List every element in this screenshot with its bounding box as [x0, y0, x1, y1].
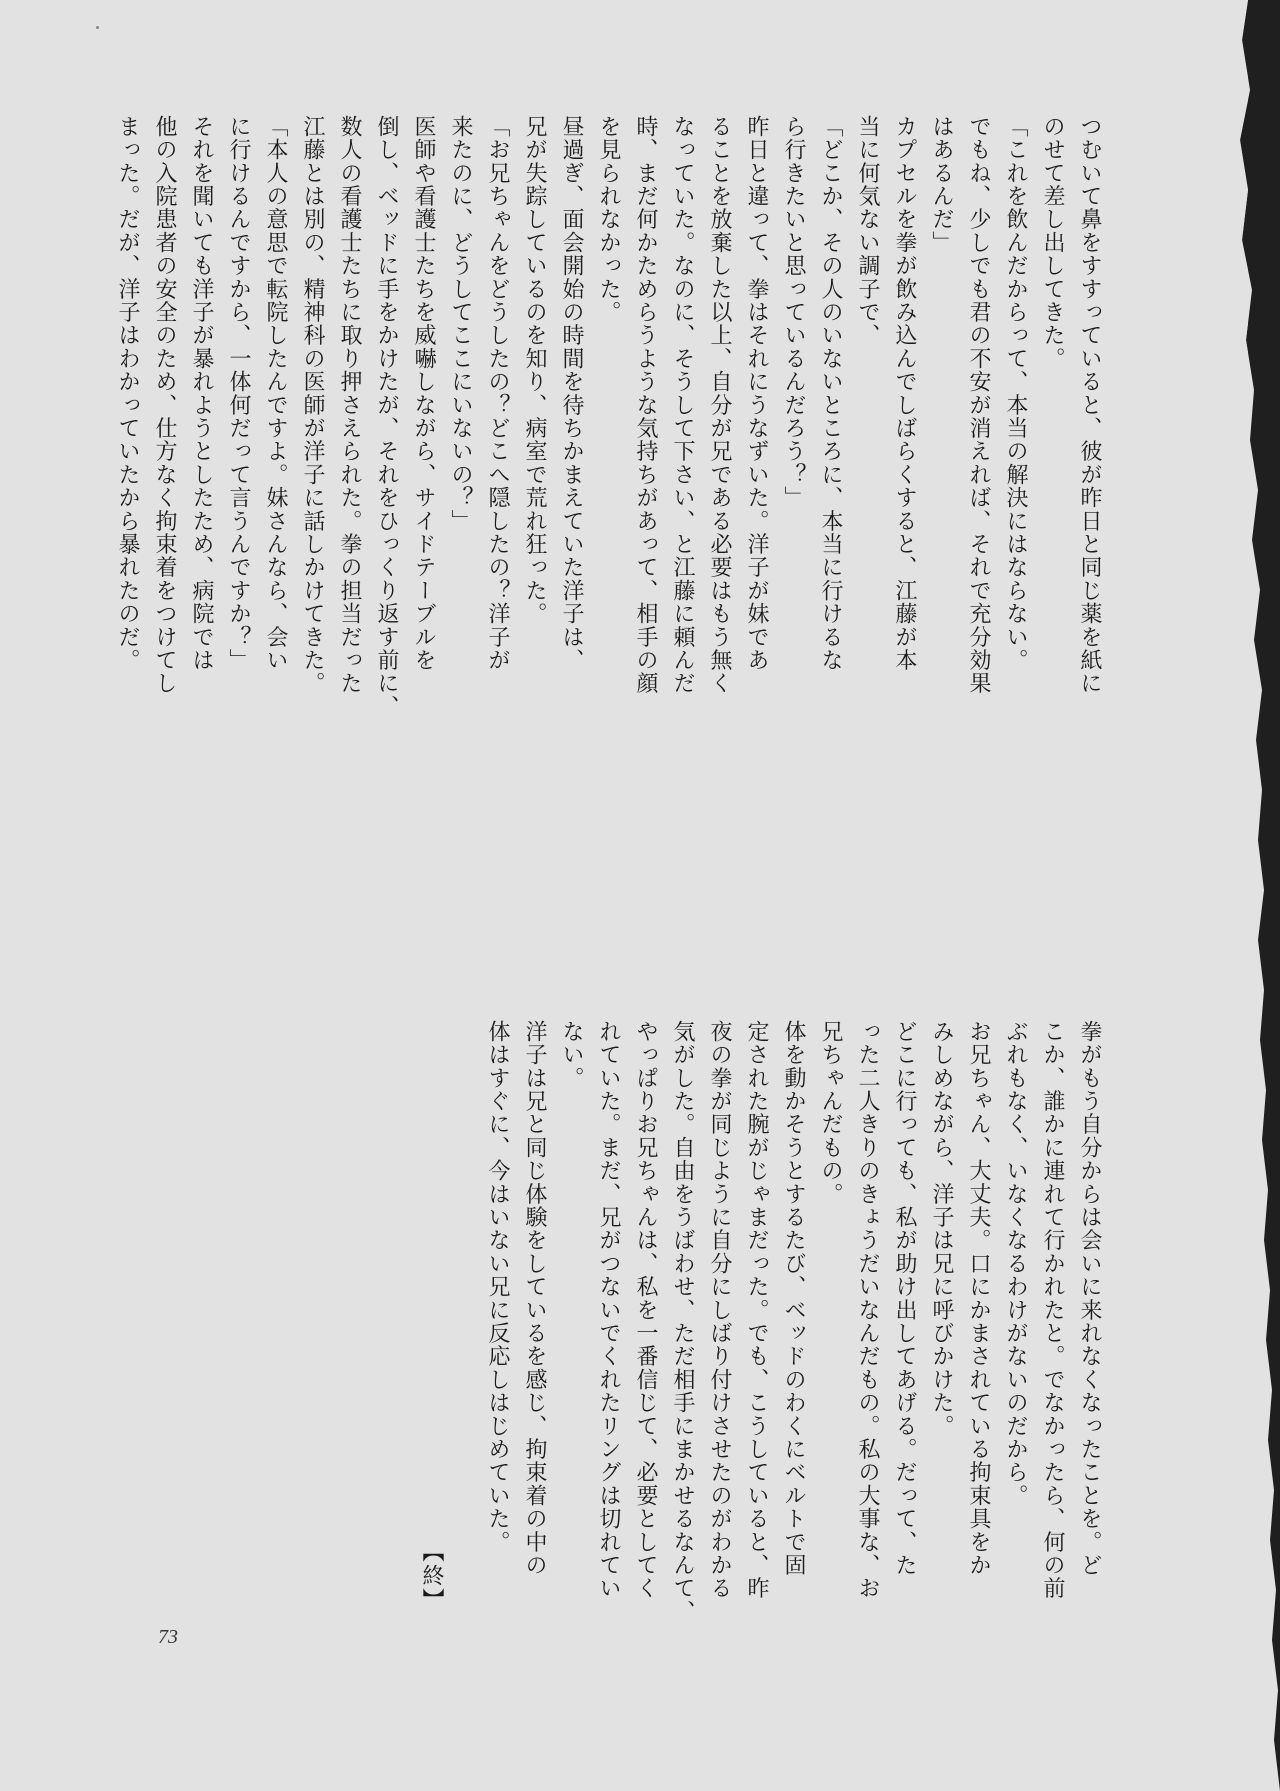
lower-text-block: 拳がもう自分からは会いに来れなくなったことを。ど こか、誰かに連れて行かれたと。でなかったら、何の前 ぶれもなく、いなくなるわけがないのだから。 お兄ちゃん、大丈夫。口にかまされている拘束具をか みしめながら、洋子は兄に呼びかけた。 どこに行っても、私が助け出してあげる。だって、た った二人きりのきょうだいなんだもの。私の大事な、お 兄ちゃんだもの。 体を動かそうとするたび、ベッドのわくにベルトで固 定された腕がじゃまだった。でも、こうしていると、昨 夜の拳が同じように自分にしばり付けさせたのがわかる 気がした。自由をうばわせ、ただ相手にまかせるなんて、 やっぱりお兄ちゃんは、私を一番信じて、必要としてく れていた。まだ、兄がつないでくれたリングは切れてい ない。 洋子は兄と同じ体験をしているを感じ、拘束着の中の 体はすぐに、今はいない兄に反応しはじめていた。	[485, 1020, 1102, 1624]
end-mark: 【終】	[419, 1540, 444, 1612]
torn-paper-edge	[1212, 0, 1280, 1791]
scan-speck	[96, 26, 99, 29]
page-number: 73	[158, 1626, 178, 1648]
upper-text-block: つむいて鼻をすすっていると、彼が昨日と同じ薬を紙に のせて差し出してきた。 「これを飲んだからって、本当の解決にはならない。 でもね、少しでも君の不安が消えれば、それで充分効果 はあるんだ」 カプセルを拳が飲み込んでしばらくすると、江藤が本 当に何気ない調子で、 「どこか、その人のいないところに、本当に行けるな ら行きたいと思っているんだろう？」 昨日と違って、拳はそれにうなずいた。洋子が妹であ ることを放棄した以上、自分が兄である必要はもう無く なっていた。なのに、そうして下さい、と江藤に頼んだ 時、まだ何かためらうような気持ちがあって、相手の顔 を見られなかった。 昼過ぎ、面会開始の時間を待ちかまえていた洋子は、 兄が失踪しているのを知り、病室で荒れ狂った。 「お兄ちゃんをどうしたの？どこへ隠したの？洋子が 来たのに、どうしてここにいないの？」 医師や看護士たちを威嚇しながら、サイドテーブルを 倒し、ベッドに手をかけたが、それをひっくり返す前に、 数人の看護士たちに取り押さえられた。拳の担当だった 江藤とは別の、精神科の医師が洋子に話しかけてきた。 「本人の意思で転院したんですよ。妹さんなら、会い に行けるんですから、一体何だって言うんですか？」 それを聞いても洋子が暴れようとしたため、病院では 他の入院患者の安全のため、仕方なく拘束着をつけてし まった。だが、洋子はわかっていたから暴れたのだ。	[115, 115, 1102, 719]
